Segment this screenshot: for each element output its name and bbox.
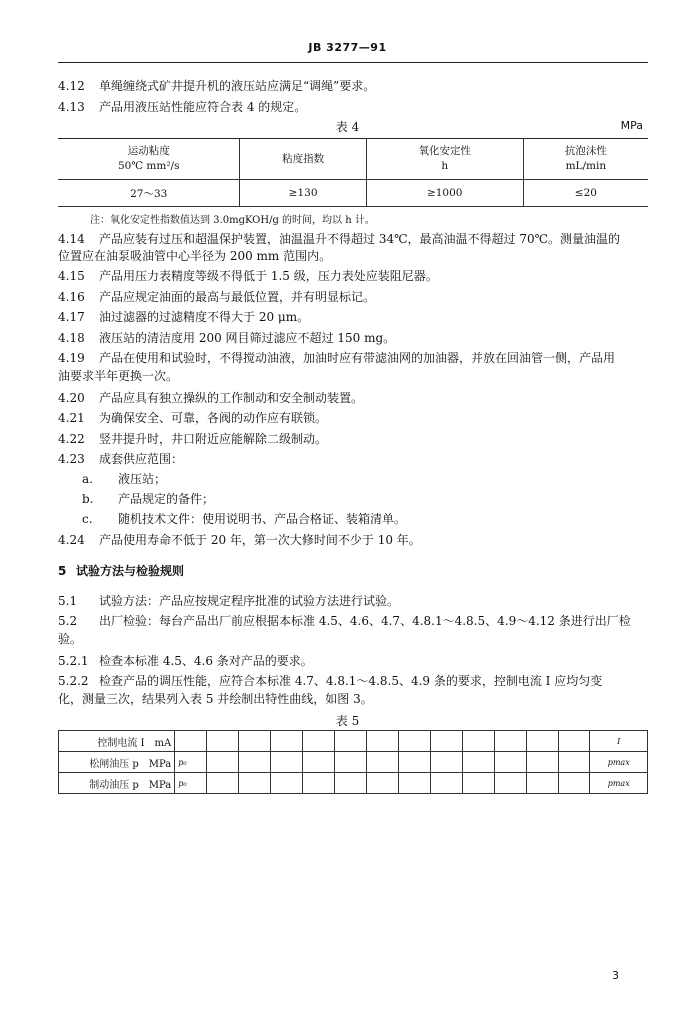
clause-4-21: 4.21 为确保安全、可靠，各阀的动作应有联锁。 (58, 411, 328, 425)
table5-cell (366, 731, 398, 752)
clause-4-13: 4.13 产品用液压站性能应符合表 4 的规定。 (58, 100, 307, 114)
table4-caption: 表 4 (335, 120, 360, 134)
clause-5-2: 5.2 出厂检验：每台产品出厂前应根据本标准 4.5、4.6、4.7、4.8.1～4.8.5、4.9～4.12 条进行出厂检 (58, 614, 631, 628)
table5-cell: I (590, 731, 648, 752)
clause-4-20: 4.20 产品应具有独立操纵的工作制动和安全制动装置。 (58, 391, 364, 405)
clause-4-17: 4.17 油过滤器的过滤精度不得大于 20 μm。 (58, 310, 310, 324)
table5-cell (303, 731, 335, 752)
table4-header-cell: 氧化安定性 h (366, 139, 523, 180)
table-5 (58, 730, 648, 794)
table5-cell (271, 773, 303, 794)
table5-cell (334, 752, 366, 773)
table5-cell (494, 773, 526, 794)
table5-cell (398, 731, 430, 752)
table5-row-label: 制动油压 p MPa (59, 773, 175, 794)
clause-4-15: 4.15 产品用压力表精度等级不得低于 1.5 级，压力表处应装阻尼器。 (58, 269, 438, 283)
table5-cell (526, 773, 558, 794)
table5-cell (207, 731, 239, 752)
table5-cell (334, 731, 366, 752)
table-4 (58, 138, 648, 207)
table4-value-row (58, 180, 648, 207)
table5-cell (430, 773, 462, 794)
table4-header-cell: 运动粘度 50℃ mm²/s (58, 139, 240, 180)
table5-cell (398, 752, 430, 773)
clause-4-18: 4.18 液压站的清洁度用 200 网目筛过滤应不超过 150 mg。 (58, 331, 396, 345)
clause-5-1: 5.1 试验方法：产品应按规定程序批准的试验方法进行试验。 (58, 594, 400, 608)
clause-4-19-cont: 油要求半年更换一次。 (58, 369, 179, 383)
clause-5-2-2-cont: 化，测量三次，结果列入表 5 并绘制出特性曲线，如图 3。 (58, 692, 373, 706)
table5-cell (303, 773, 335, 794)
table5-row (59, 731, 648, 752)
table4-cell: 27～33 (58, 180, 240, 207)
table5-cell (558, 752, 590, 773)
table4-header-cell: 粘度指数 (240, 139, 366, 180)
table5-cell: pmax (590, 752, 648, 773)
table4-header-row (58, 139, 648, 180)
table5-cell (271, 731, 303, 752)
clause-4-14: 4.14 产品应装有过压和超温保护装置，油温温升不得超过 34℃，最高油温不得超过 70℃。测量油温的 (58, 232, 621, 246)
section-5-heading: 5 试验方法与检验规则 (58, 564, 185, 578)
table5-cell (239, 773, 271, 794)
standard-header: JB 3277—91 (308, 41, 387, 54)
table4-cell: ≤20 (523, 180, 648, 207)
table5-cell (334, 773, 366, 794)
scope-item-a: a. 液压站； (82, 472, 167, 486)
clause-4-23: 4.23 成套供应范围： (58, 452, 184, 466)
table5-cell: pmax (590, 773, 648, 794)
table5-cell (366, 752, 398, 773)
clause-5-2-1: 5.2.1 检查本标准 4.5、4.6 条对产品的要求。 (58, 654, 313, 668)
table5-cell (239, 752, 271, 773)
table5-row (59, 773, 648, 794)
clause-5-2-cont: 验。 (58, 632, 83, 646)
table5-cell (207, 773, 239, 794)
table5-cell (207, 752, 239, 773)
table4-unit: MPa (620, 119, 643, 132)
table5-cell (462, 773, 494, 794)
table5-cell (430, 752, 462, 773)
scope-item-b: b. 产品规定的备件； (82, 492, 215, 506)
table5-row (59, 752, 648, 773)
table5-caption: 表 5 (335, 714, 360, 728)
table5-cell (558, 773, 590, 794)
table5-cell (526, 731, 558, 752)
table4-cell: ≥1000 (366, 180, 523, 207)
table5-cell (239, 731, 271, 752)
table5-cell (271, 752, 303, 773)
clause-4-19: 4.19 产品在使用和试验时，不得搅动油液，加油时应有带滤油网的加油器，并放在回油管一侧，产品用 (58, 351, 616, 365)
table5-row-label: 松闸油压 p MPa (59, 752, 175, 773)
table5-cell (462, 731, 494, 752)
page-number: 3 (612, 969, 619, 982)
scope-item-c: c. 随机技术文件：使用说明书、产品合格证、装箱清单。 (82, 512, 407, 526)
table5-cell (303, 752, 335, 773)
table5-cell (462, 752, 494, 773)
table4-cell: ≥130 (240, 180, 366, 207)
clause-4-14-cont: 位置应在油泵吸油管中心半径为 200 mm 范围内。 (58, 249, 332, 263)
clause-5-2-2: 5.2.2 检查产品的调压性能，应符合本标准 4.7、4.8.1～4.8.5、4.9 条的要求，控制电流 I 应均匀变 (58, 674, 603, 688)
table5-cell (366, 773, 398, 794)
table5-cell (526, 752, 558, 773)
clause-4-24: 4.24 产品使用寿命不低于 20 年，第一次大修时间不少于 10 年。 (58, 533, 421, 547)
table4-header-cell: 抗泡沫性 mL/min (523, 139, 648, 180)
clause-4-12: 4.12 单绳缠绕式矿井提升机的液压站应满足“调绳”要求。 (58, 79, 376, 93)
table5-row-label: 控制电流 I mA (59, 731, 175, 752)
table4-note: 注：氧化安定性指数值达到 3.0mgKOH/g 的时间，均以 h 计。 (90, 215, 375, 226)
table5-cell (558, 731, 590, 752)
table5-cell (175, 731, 207, 752)
table5-cell (494, 752, 526, 773)
clause-4-22: 4.22 竖井提升时，井口附近应能解除二级制动。 (58, 432, 328, 446)
table5-cell: p₀ (175, 752, 207, 773)
clause-4-16: 4.16 产品应规定油面的最高与最低位置，并有明显标记。 (58, 290, 376, 304)
table5-cell (430, 731, 462, 752)
table5-cell (494, 731, 526, 752)
header-rule (58, 62, 648, 63)
table5-cell: p₀ (175, 773, 207, 794)
table5-cell (398, 773, 430, 794)
